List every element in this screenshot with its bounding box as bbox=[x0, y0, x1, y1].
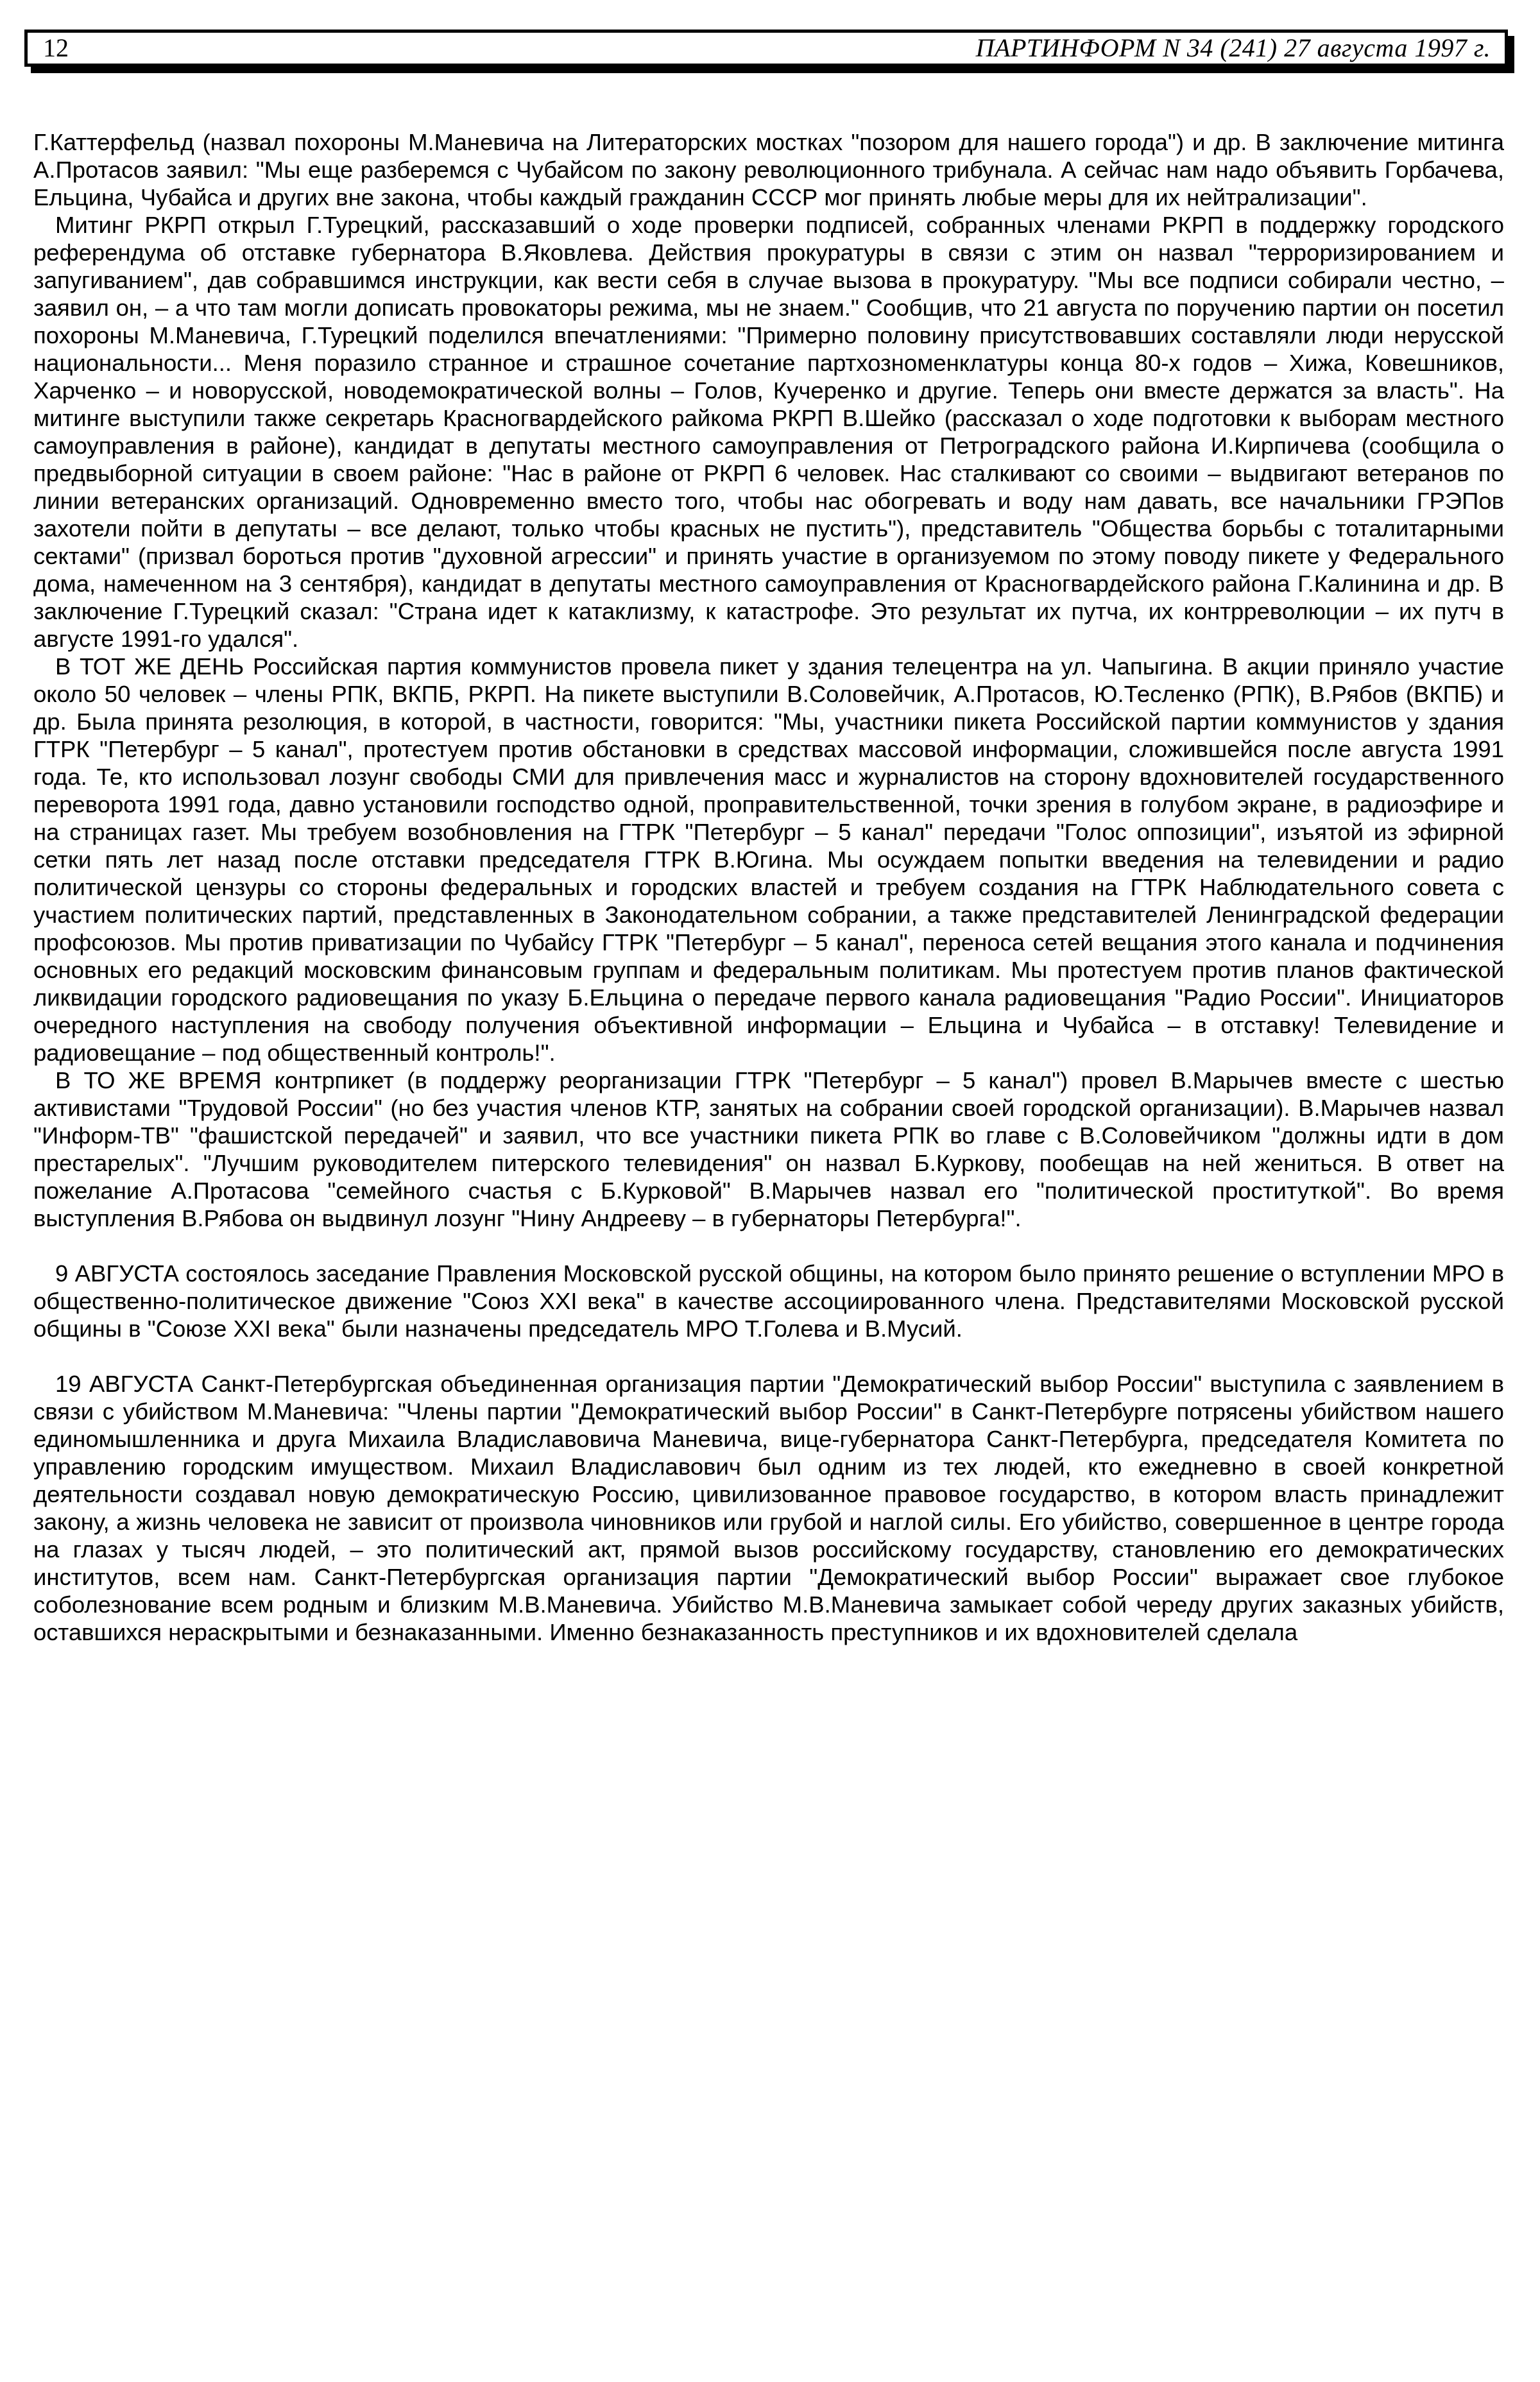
paragraph-rpk-picket: В ТОТ ЖЕ ДЕНЬ Российская партия коммунистов провела пикет у здания телецентра на ул. Чапыгина. В акции приняло участие около 50 человек – члены РПК, ВКПБ, РКРП. На пикете выступили В.Соловейчик, А.Протасов, Ю.Тесленко (РПК), В.Рябов (ВКПБ) и др. Была принята резолюция, в которой, в частности, говорится: "Мы, участники пикета Российской партии коммунистов у здания ГТРК "Петербург – 5 канал", протестуем против обстановки в средствах массовой информации, сложившейся после августа 1991 года. Те, кто использовал лозунг свободы СМИ для привлечения масс и журналистов на сторону вдохновителей государственного переворота 1991 года, давно установили господство одной, проправительственной, точки зрения в голубом экране, в радиоэфире и на страницах газет. Мы требуем возобновления на ГТРК "Петербург – 5 канал" передачи "Голос оппозиции", изъятой из эфирной сетки пять лет назад после отставки председателя ГТРК В.Югина. Мы осуждаем попытки введения на телевидении и радио политической цензуры со стороны федеральных и городских властей и требуем создания на ГТРК Наблюдательного совета с участием политических партий, представленных в Законодательном собрании, а также представителей Ленинградской федерации профсоюзов. Мы против приватизации по Чубайсу ГТРК "Петербург – 5 канал", переноса сетей вещания этого канала и подчинения основных его редакций московским финансовым группам и федеральным политикам. Мы протестуем против планов фактической ликвидации городского радиовещания по указу Б.Ельцина о передаче первого канала радиовещания "Радио России". Инициаторов очередного наступления на свободу получения объективной информации – Ельцина и Чубайса – в отставку! Телевидение и радиовещание – под общественный контроль!". bbox=[33, 653, 1504, 1066]
paragraph-counter-picket: В ТО ЖЕ ВРЕМЯ контрпикет (в поддержу реорганизации ГТРК "Петербург – 5 канал") провел В.Марычев вместе с шестью активистами "Трудовой России" (но без участия членов КТР, занятых на собрании своей городской организации). В.Марычев назвал "Информ-ТВ" "фашистской передачей" и заявил, что все участники пикета РПК во главе с В.Соловейчиком "должны идти в дом престарелых". "Лучшим руководителем питерского телевидения" он назвал Б.Куркову, пообещав на ней жениться. В ответ на пожелание А.Протасова "семейного счастья с Б.Курковой" В.Марычев назвал его "политической проституткой". Во время выступления В.Рябова он выдвинул лозунг "Нину Андрееву – в губернаторы Петербурга!". bbox=[33, 1067, 1504, 1231]
paragraph-mro-meeting: 9 АВГУСТА состоялось заседание Правления Московской русской общины, на котором было принято решение о вступлении МРО в общественно-политическое движение "Союз XXI века" в качестве ассоциированного члена. Представителями Московской русской общины в "Союзе XXI века" были назначены председатель МРО Т.Голева и В.Мусий. bbox=[33, 1260, 1504, 1342]
paragraph-rkrp-rally: Митинг РКРП открыл Г.Турецкий, рассказавший о ходе проверки подписей, собранных членами РКРП в поддержку городского референдума об отставке губернатора В.Яковлева. Действия прокуратуры в связи с этим он назвал "терроризированием и запугиванием", дав собравшимся инструкции, как вести себя в случае вызова в прокуратуру. "Мы все подписи собирали честно, – заявил он, – а что там могли дописать провокаторы режима, мы не знаем." Сообщив, что 21 августа по поручению партии он посетил похороны М.Маневича, Г.Турецкий поделился впечатлениями: "Примерно половину присутствовавших составляли люди нерусской национальности... Меня поразило странное и страшное сочетание партхозноменклатуры конца 80-х годов – Хижа, Ковешников, Харченко – и новорусской, новодемократической волны – Голов, Кучеренко и другие. Теперь они вместе держатся за власть". На митинге выступили также секретарь Красногвардейского райкома РКРП В.Шейко (рассказал о ходе подготовки к выборам местного самоуправления в районе), кандидат в депутаты местного самоуправления от Петроградского района И.Кирпичева (сообщила о предвыборной ситуации в своем районе: "Нас в районе от РКРП 6 человек. Нас сталкивают со своими – выдвигают ветеранов по линии ветеранских организаций. Одновременно вместо того, чтобы нас обогревать и воду нам давать, все начальники ГРЭПов захотели пойти в депутаты – все делают, только чтобы красных не пустить"), представитель "Общества борьбы с тоталитарными сектами" (призвал бороться против "духовной агрессии" и принять участие в организуемом по этому поводу пикете у Федерального дома, намеченном на 3 сентября), кандидат в депутаты местного самоуправления от Красногвардейского района Г.Калинина и др. В заключение Г.Турецкий сказал: "Страна идет к катаклизму, к катастрофе. Это результат их путча, их контрреволюции – их путч в августе 1991-го удался". bbox=[33, 212, 1504, 652]
issue-line: ПАРТИНФОРМ N 34 (241) 27 августа 1997 г. bbox=[975, 33, 1491, 62]
page-header bbox=[24, 30, 1508, 67]
paragraph-dvr-statement: 19 АВГУСТА Санкт-Петербургская объединенная организация партии "Демократический выбор России" выступила с заявлением в связи с убийством М.Маневича: "Члены партии "Демократический выбор России" в Санкт-Петербурге потрясены убийством нашего единомышленника и друга Михаила Владиславовича Маневича, вице-губернатора Санкт-Петербурга, председателя Комитета по управлению городским имуществом. Михаил Владиславович был одним из тех людей, кто ежедневно в своей конкретной деятельности создавал новую демократическую Россию, цивилизованное правовое государство, в котором власть принадлежит закону, а жизнь человека не зависит от произвола чиновников или грубой и наглой силы. Его убийство, совершенное в центре города на глазах у тысяч людей, – это политический акт, прямой вызов российскому государству, становлению его демократических институтов, всем нам. Санкт-Петербургская организация партии "Демократический выбор России" выражает свое глубокое соболезнование всем родным и близким М.В.Маневича. Убийство М.В.Маневича замыкает собой череду других заказных убийств, оставшихся нераскрытыми и безнаказанными. Именно безнаказанность преступников и их вдохновителей сделала bbox=[33, 1371, 1504, 1645]
article-body bbox=[33, 128, 1504, 1646]
page-number: 12 bbox=[43, 33, 69, 62]
paragraph-katterfeld: Г.Каттерфельд (назвал похороны М.Маневича на Литераторских мостках "позором для нашего города") и др. В заключение митинга А.Протасов заявил: "Мы еще разберемся с Чубайсом по закону революционного трибунала. А сейчас нам надо объявить Горбачева, Ельцина, Чубайса и других вне закона, чтобы каждый гражданин СССР мог принять любые меры для их нейтрализации". bbox=[33, 129, 1504, 210]
